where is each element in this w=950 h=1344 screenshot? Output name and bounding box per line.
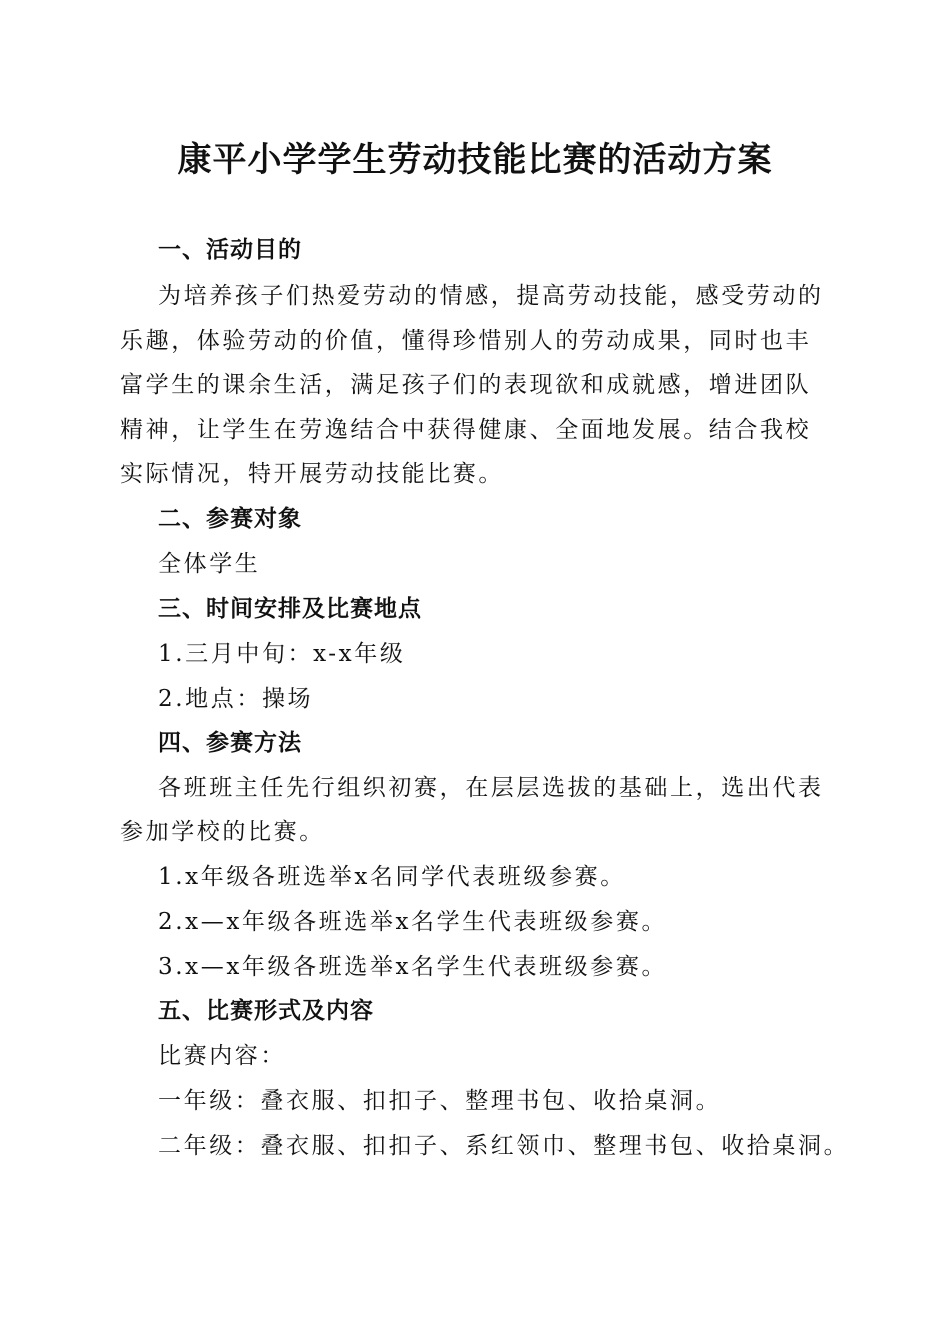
paragraph-line: 各班班主任先行组织初赛，在层层选拔的基础上，选出代表	[158, 775, 824, 801]
participants-text: 全体学生	[158, 551, 261, 577]
section-heading-method: 四、参赛方法	[158, 730, 302, 756]
paragraph-line: 乐趣，体验劳动的价值，懂得珍惜别人的劳动成果，同时也丰	[120, 328, 812, 354]
list-item: 1.三月中旬：x-x年级	[158, 641, 406, 667]
section-heading-purpose: 一、活动目的	[158, 237, 302, 263]
paragraph-line: 精神，让学生在劳逸结合中获得健康、全面地发展。结合我校	[120, 417, 812, 443]
list-item: 2.地点：操场	[158, 686, 314, 712]
paragraph-line: 参加学校的比赛。	[120, 819, 325, 845]
section-heading-participants: 二、参赛对象	[158, 506, 302, 532]
list-item: 3.x—x年级各班选举x名学生代表班级参赛。	[158, 954, 668, 980]
paragraph-line: 富学生的课余生活，满足孩子们的表现欲和成就感，增进团队	[120, 372, 812, 398]
content-intro: 比赛内容：	[158, 1043, 286, 1069]
paragraph-line: 为培养孩子们热爱劳动的情感，提高劳动技能，感受劳动的	[158, 283, 824, 309]
document-title: 康平小学学生劳动技能比赛的活动方案	[177, 140, 773, 180]
paragraph-line: 实际情况，特开展劳动技能比赛。	[120, 461, 504, 487]
section-heading-schedule: 三、时间安排及比赛地点	[158, 596, 422, 622]
list-item: 2.x—x年级各班选举x名学生代表班级参赛。	[158, 909, 668, 935]
list-item: 1.x年级各班选举x名同学代表班级参赛。	[158, 864, 626, 890]
list-item: 一年级：叠衣服、扣扣子、整理书包、收拾桌洞。	[158, 1088, 722, 1114]
section-heading-content: 五、比赛形式及内容	[158, 998, 374, 1024]
list-item: 二年级：叠衣服、扣扣子、系红领巾、整理书包、收拾桌洞。	[158, 1133, 850, 1159]
